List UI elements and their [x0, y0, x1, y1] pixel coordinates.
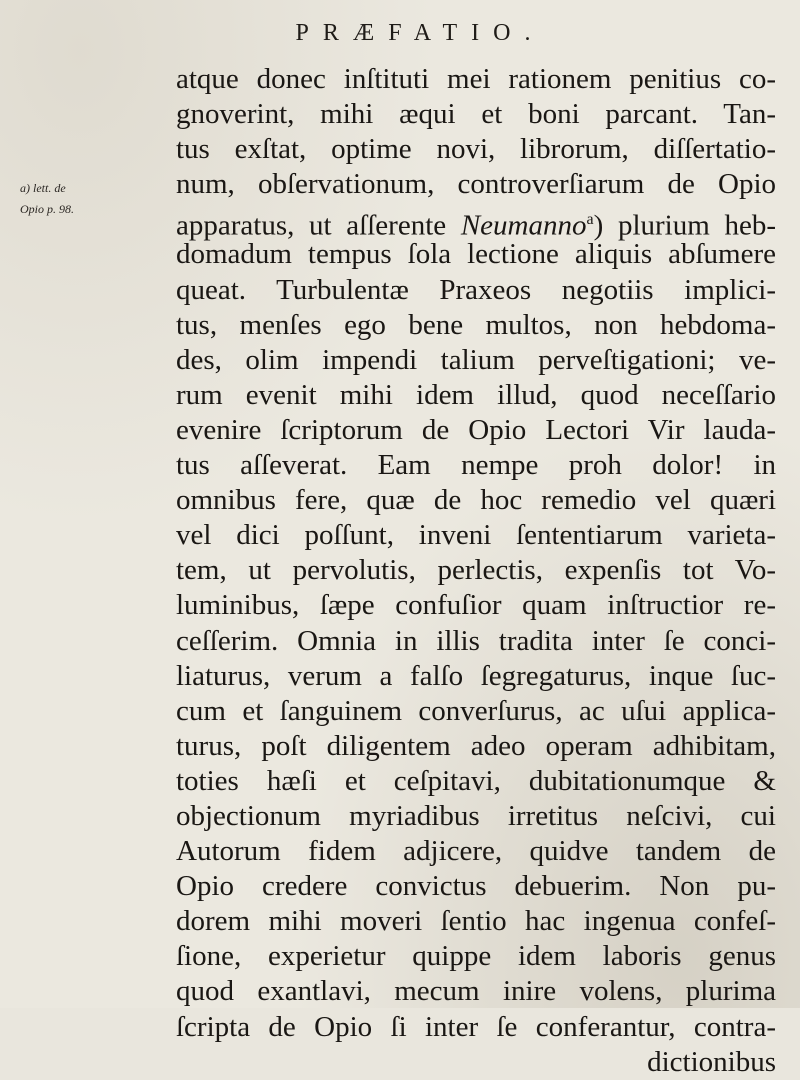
text-line: tus, menſes ego bene multos, non hebdoma- [176, 308, 776, 341]
text-line: tus exſtat, optime novi, librorum, diſſertatio- [176, 133, 776, 166]
body-text [176, 62, 776, 1080]
text-line: rum evenit mihi idem illud, quod neceſſario [176, 378, 776, 411]
text-line: evenire ſcriptorum de Opio Lectori Vir lauda- [176, 413, 776, 446]
text-line: omnibus fere, quæ de hoc remedio vel quæri [176, 484, 776, 517]
text-line: tem, ut pervolutis, perlectis, expenſis tot Vo- [176, 554, 776, 587]
text-line: queat. Turbulentæ Praxeos negotiis implici- [176, 273, 776, 306]
text-line: ceſſerim. Omnia in illis tradita inter ſe conci- [176, 624, 776, 657]
text-line: toties hæſi et ceſpitavi, dubitationumque & [176, 764, 776, 797]
text-line: tus aſſeverat. Eam nempe proh dolor! in [176, 449, 776, 482]
text-line: num, obſervationum, controverſiarum de Opio [176, 168, 776, 201]
text-line: ſcripta de Opio ſi inter ſe conferantur, contra- [176, 1010, 776, 1043]
text-line: des, olim impendi talium perveſtigationi; ve- [176, 343, 776, 376]
text-segment: apparatus, ut aſſerente [176, 210, 461, 243]
catchword: dictionibus [647, 1045, 776, 1078]
text-line: Opio credere convictus debuerim. Non pu- [176, 870, 776, 903]
text-line: luminibus, ſæpe confuſior quam inſtructior re- [176, 589, 776, 622]
text-line: liaturus, verum a falſo ſegregaturus, inque ſuc- [176, 659, 776, 692]
text-line: atque donec inſtituti mei rationem penitius co- [176, 63, 776, 95]
text-line: vel dici poſſunt, inveni ſententiarum varieta- [176, 519, 776, 552]
text-line: dorem mihi moveri ſentio hac ingenua confeſ- [176, 905, 776, 938]
text-line-with-footnote [176, 202, 776, 243]
text-line: ſione, experietur quippe idem laboris genus [176, 940, 776, 973]
text-line: turus, poſt diligentem adeo operam adhibitam, [176, 729, 776, 762]
margin-note-line-2: Opio p. 98. [20, 202, 74, 216]
text-line: objectionum myriadibus irretitus neſcivi, cui [176, 799, 776, 832]
footnote-marker: a [586, 211, 594, 229]
cited-author: Neumanno [460, 210, 587, 243]
text-line: cum et ſanguinem converſurus, ac uſui applica- [176, 694, 776, 727]
margin-note-line-1: a) lett. de [20, 181, 66, 195]
text-line: Autorum fidem adjicere, quidve tandem de [176, 835, 776, 868]
text-line: quod exantlavi, mecum inire volens, plurima [176, 975, 776, 1008]
text-line: domadum tempus ſola lectione aliquis abſumere [176, 238, 776, 271]
text-segment: ) plurium heb- [593, 210, 776, 243]
running-head: PRÆFATIO. [295, 20, 545, 46]
margin-note [20, 178, 82, 220]
text-line: gnoverint, mihi æqui et boni parcant. Tan- [176, 98, 776, 131]
